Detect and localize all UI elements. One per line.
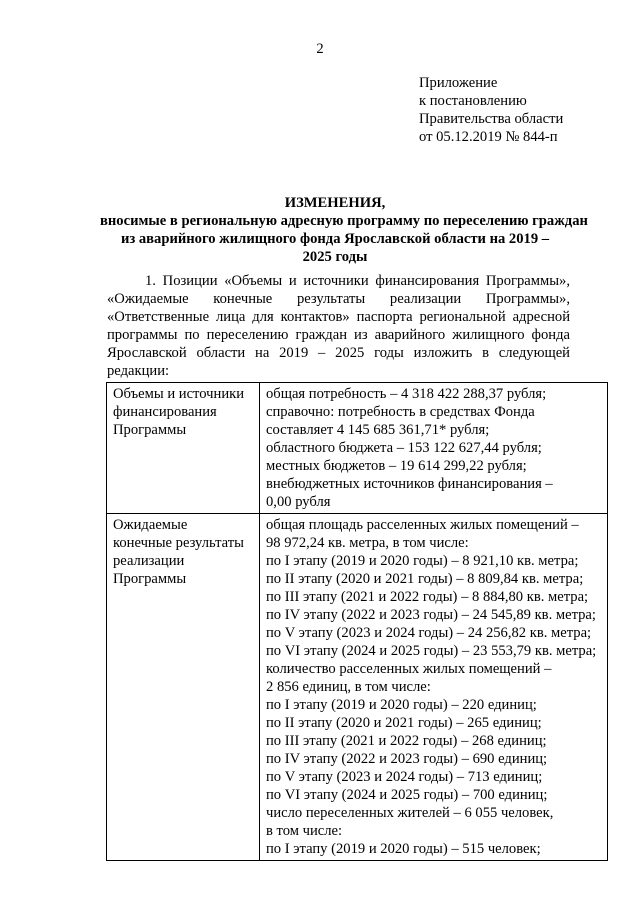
value-line: число переселенных жителей – 6 055 человек, [266, 805, 554, 821]
value-line: справочно: потребность в средствах Фонда [266, 404, 535, 420]
value-line: общая потребность – 4 318 422 288,37 рубля; [266, 386, 547, 402]
approval-line: Приложение [419, 75, 498, 91]
value-line: по VI этапу (2024 и 2025 годы) – 23 553,79 кв. метра; [266, 643, 597, 659]
passport-table [106, 382, 608, 861]
table-row-results [107, 514, 608, 861]
row-label-line: Объемы и источники [113, 386, 245, 402]
title-line: из аварийного жилищного фонда Ярославской области на 2019 – [120, 231, 550, 247]
value-line: областного бюджета – 153 122 627,44 рубля; [266, 440, 542, 456]
value-line: количество расселенных жилых помещений – [266, 661, 552, 677]
value-line: по I этапу (2019 и 2020 годы) – 515 человек; [266, 841, 541, 857]
approval-date-line: от 05.12.2019 № 844-п [419, 129, 558, 145]
row-value-cell [260, 514, 608, 861]
intro-text: 1. Позиции «Объемы и источники финансирования Программы», «Ожидаемые конечные результаты реализации Программы», «Ответственные лица для контактов» паспорта региональной адресной программы по переселению граждан из аварийного жилищного фонда Ярославской области на 2019 – 2025 годы изложить в следующей редакции: [107, 273, 570, 379]
approval-line: к постановлению [419, 93, 527, 109]
value-line: в том числе: [266, 823, 343, 839]
row-label-line: Программы [113, 571, 187, 587]
row-label-line: Ожидаемые [113, 517, 188, 533]
row-label-line: реализации [113, 553, 185, 569]
value-line: по V этапу (2023 и 2024 годы) – 713 единиц; [266, 769, 543, 785]
value-line: по I этапу (2019 и 2020 годы) – 8 921,10 кв. метра; [266, 553, 579, 569]
value-line: 98 972,24 кв. метра, в том числе: [266, 535, 469, 551]
value-line: по III этапу (2021 и 2022 годы) – 8 884,80 кв. метра; [266, 589, 589, 605]
title-line: 2025 годы [302, 249, 368, 265]
row-label-line: финансирования [113, 404, 217, 420]
row-label-cell [107, 514, 260, 861]
intro-paragraph [107, 272, 570, 380]
row-label-line: конечные результаты [113, 535, 244, 551]
page-number: 2 [316, 41, 324, 57]
value-line: по II этапу (2020 и 2021 годы) – 265 единиц; [266, 715, 542, 731]
table-row-financing [107, 383, 608, 514]
value-line: 2 856 единиц, в том числе: [266, 679, 431, 695]
row-label-line: Программы [113, 422, 187, 438]
value-line: по IV этапу (2022 и 2023 годы) – 24 545,89 кв. метра; [266, 607, 596, 623]
value-line: по I этапу (2019 и 2020 годы) – 220 единиц; [266, 697, 537, 713]
approval-line: Правительства области [419, 111, 564, 127]
title-heading: ИЗМЕНЕНИЯ, [284, 195, 386, 211]
value-line: по VI этапу (2024 и 2025 годы) – 700 единиц; [266, 787, 548, 803]
value-line: местных бюджетов – 19 614 299,22 рубля; [266, 458, 527, 474]
value-line: по III этапу (2021 и 2022 годы) – 268 единиц; [266, 733, 547, 749]
value-line: внебюджетных источников финансирования – [266, 476, 553, 492]
value-line: 0,00 рубля [266, 494, 331, 510]
approval-block [419, 74, 629, 146]
value-line: по IV этапу (2022 и 2023 годы) – 690 единиц; [266, 751, 548, 767]
value-line: по V этапу (2023 и 2024 годы) – 24 256,82 кв. метра; [266, 625, 592, 641]
title-line: вносимые в региональную адресную программу по переселению граждан [100, 213, 588, 229]
document-title [100, 194, 588, 266]
row-label-cell [107, 383, 260, 514]
value-line: общая площадь расселенных жилых помещений – [266, 517, 579, 533]
row-value-cell [260, 383, 608, 514]
value-line: по II этапу (2020 и 2021 годы) – 8 809,84 кв. метра; [266, 571, 584, 587]
value-line: составляет 4 145 685 361,71* рубля; [266, 422, 490, 438]
